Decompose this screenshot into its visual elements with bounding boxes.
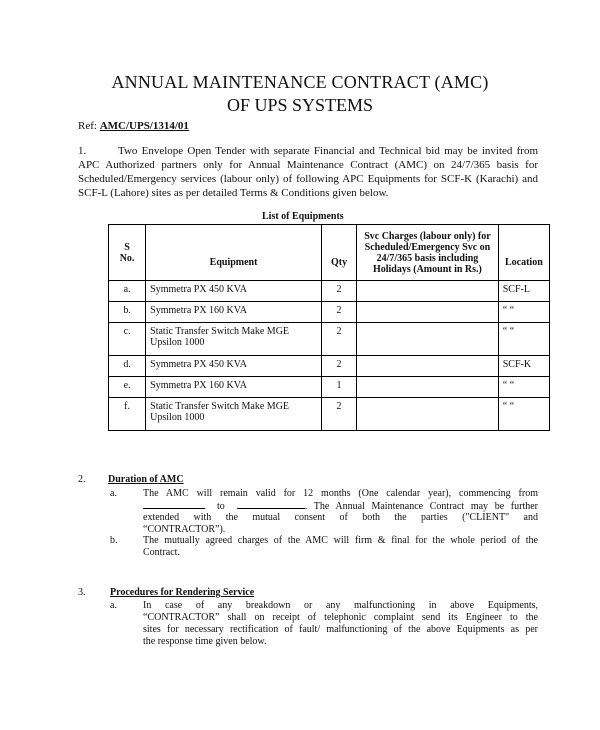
row-sno: e. <box>109 377 146 398</box>
row-sno: c. <box>109 323 146 356</box>
date-blank <box>237 500 305 509</box>
header-sno: S No. <box>109 225 146 281</box>
row-equipment: Symmetra PX 450 KVA <box>146 281 322 302</box>
table-title: List of Equipments <box>262 211 344 222</box>
section-2b-line: The mutually agreed charges of the AMC will firm & final for the whole period of the <box>143 535 538 546</box>
paragraph-1-line: Two Envelope Open Tender with separate Financial and Technical bid may be invited from <box>118 145 538 157</box>
row-svc-charges <box>357 356 499 377</box>
row-svc-charges <box>357 281 499 302</box>
section-3a-line: the response time given below. <box>143 636 267 647</box>
row-qty: 1 <box>321 377 356 398</box>
equipment-table <box>108 224 550 431</box>
section-3a-line: “CONTRACTOR” shall on receipt of telephonic complaint send its Engineer to the <box>143 612 538 623</box>
section-2a-line: “CONTRACTOR”). <box>143 524 226 535</box>
row-equipment: Static Transfer Switch Make MGE Upsilon 1000 <box>146 323 322 356</box>
section-2a-label: a. <box>110 488 117 499</box>
paragraph-1-line: APC Authorized partners only for Annual Maintenance Contract (AMC) on 24/7/365 basis for <box>78 159 538 171</box>
section-2-heading: Duration of AMC <box>108 474 184 485</box>
section-2b-label: b. <box>110 535 118 546</box>
reference-label: Ref: <box>78 120 97 132</box>
paragraph-1-line: SCF-L (Lahore) sites as per detailed Terms & Conditions given below. <box>78 187 389 199</box>
row-equipment: Symmetra PX 450 KVA <box>146 356 322 377</box>
document-title-line1: ANNUAL MAINTENANCE CONTRACT (AMC) <box>111 72 489 92</box>
row-location: SCF-K <box>498 356 549 377</box>
section-2a-line: extended with the mutual consent of both the parties ("CLIENT" and <box>143 512 538 523</box>
row-svc-charges <box>357 323 499 356</box>
table-row <box>109 281 550 302</box>
row-location: “ “ <box>498 377 549 398</box>
row-qty: 2 <box>321 281 356 302</box>
row-sno: f. <box>109 398 146 431</box>
row-equipment: Symmetra PX 160 KVA <box>146 377 322 398</box>
section-2b-line: Contract. <box>143 547 180 558</box>
row-qty: 2 <box>321 302 356 323</box>
reference-value: AMC/UPS/1314/01 <box>99 120 189 132</box>
row-equipment: Static Transfer Switch Make MGE Upsilon 1000 <box>146 398 322 431</box>
row-qty: 2 <box>321 323 356 356</box>
row-equipment: Symmetra PX 160 KVA <box>146 302 322 323</box>
section-2a-line: The AMC will remain valid for 12 months (One calendar year), commencing from <box>143 488 538 499</box>
row-svc-charges <box>357 377 499 398</box>
section-2a-line: to . The Annual Maintenance Contract may be further <box>143 500 538 512</box>
header-equipment: Equipment <box>146 225 322 281</box>
section-3-heading: Procedures for Rendering Service <box>110 587 255 598</box>
row-svc-charges <box>357 398 499 431</box>
reference <box>78 120 189 132</box>
header-location: Location <box>498 225 549 281</box>
row-svc-charges <box>357 302 499 323</box>
row-location: “ “ <box>498 323 549 356</box>
row-location: “ “ <box>498 302 549 323</box>
row-sno: a. <box>109 281 146 302</box>
row-location: “ “ <box>498 398 549 431</box>
date-blank <box>143 500 205 509</box>
section-2-number: 2. <box>78 474 86 485</box>
document-title-line2: OF UPS SYSTEMS <box>226 95 374 115</box>
row-qty: 2 <box>321 398 356 431</box>
section-3a-label: a. <box>110 600 117 611</box>
header-svc-charges: Svc Charges (labour only) for Scheduled/Emergency Svc on 24/7/365 basis including Holidays (Amount in Rs.) <box>357 225 499 281</box>
table-row <box>109 377 550 398</box>
row-qty: 2 <box>321 356 356 377</box>
row-sno: b. <box>109 302 146 323</box>
header-qty: Qty <box>321 225 356 281</box>
section-3a-line: In case of any breakdown or any malfunctioning in above Equipments, <box>143 600 538 611</box>
table-row <box>109 356 550 377</box>
row-location: SCF-L <box>498 281 549 302</box>
section-3-number: 3. <box>78 587 86 598</box>
section-3a-line: sites for necessary rectification of fault/ malfunctioning of the above Equipments as per <box>143 624 538 635</box>
table-row <box>109 398 550 431</box>
row-sno: d. <box>109 356 146 377</box>
table-header-row <box>109 225 550 281</box>
paragraph-1-number: 1. <box>78 145 87 157</box>
table-row <box>109 302 550 323</box>
paragraph-1-line: Scheduled/Emergency services (labour only) of following APC Equipments for SCF-K (Karachi) and <box>78 173 538 185</box>
table-row <box>109 323 550 356</box>
